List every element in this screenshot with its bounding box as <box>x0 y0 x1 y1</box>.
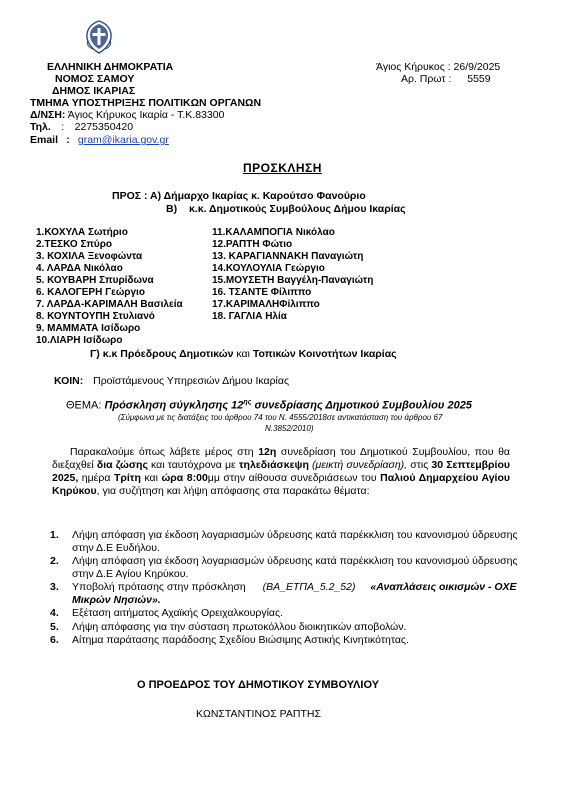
list-item: 2.ΤΕΣΚΟ Σπύρο <box>36 239 113 250</box>
agenda-item <box>50 581 520 606</box>
header-republic: ΕΛΛΗΝΙΚΗ ΔΗΜΟΚΡΑΤΙΑ <box>47 61 174 73</box>
body-text: στην αίθουσα συνεδριάσεων του <box>223 472 377 484</box>
date-line: Άγιος Κήρυκος : 26/9/2025 <box>376 61 501 73</box>
list-item: 9. ΜΑΜΜΑΤΑ Ισίδωρο <box>36 323 141 334</box>
agenda-item <box>50 607 520 620</box>
subject-pre: Πρόσκληση σύγκλησης 12 <box>104 399 244 412</box>
agenda-text: Υποβολή πρότασης στην πρόσκληση <box>72 581 246 593</box>
agenda-program-title: «Αναπλάσεις οικισμών - ΟΧΕ Μικρών Νησιών». <box>72 581 517 606</box>
greek-emblem-icon <box>84 20 114 54</box>
signature-role: Ο ΠΡΟΕΔΡΟΣ ΤΟΥ ΔΗΜΟΤΙΚΟΥ ΣΥΜΒΟΥΛΙΟΥ <box>137 679 380 691</box>
list-item: 1.ΚΟΧΥΛΑ Σωτήριο <box>36 227 128 238</box>
recipient-c-text: Τοπικών Κοινοτήτων Ικαρίας <box>252 348 397 360</box>
agenda-text: Εξέταση αιτήματος Αχαϊκής Ορειχαλκουργίας. <box>72 607 283 619</box>
agenda-text: Αίτημα παράτασης παράδοσης Σχεδίου Βιώσιμης Αστικής Κινητικότητας. <box>72 634 409 646</box>
agenda-number: 3. <box>50 581 59 593</box>
subject-label: ΘΕΜΑ: <box>66 399 102 412</box>
list-item: 18. ΓΑΓΛΙΑ Ηλία <box>212 311 287 322</box>
email-link[interactable]: gram@ikaria.gov.gr <box>77 134 169 146</box>
list-item: 6. ΚΑΛΟΓΕΡΗ Γεώργιο <box>36 287 145 298</box>
agenda-list <box>50 529 520 648</box>
list-item: 11.ΚΑΛΑΜΠΟΓΙΑ Νικόλαο <box>212 227 335 238</box>
list-item: 10.ΛΙΑΡΗ Ισίδωρο <box>36 335 123 346</box>
recipient-c-and: και <box>236 348 250 360</box>
body-text: , για συζήτηση και λήψη απόφασης στα παρακάτω θέματα: <box>96 485 370 497</box>
subject-sup: ης <box>243 399 252 406</box>
recipient-c <box>90 348 397 360</box>
agenda-code: (ΒΑ_ΕΤΠΑ_5.2_52) <box>262 581 356 593</box>
agenda-text: Λήψη απόφασης για την σύσταση πρωτοκόλλου διοικητικών αποβολών. <box>72 620 407 633</box>
agenda-number: 2. <box>50 555 59 567</box>
body-text: μμ <box>207 472 220 484</box>
protocol-label: Αρ. Πρωτ : <box>401 73 452 85</box>
body-venue: Παλιού Δημαρχείου Αγίου Κηρύκου <box>52 472 510 497</box>
cc-line <box>54 375 289 387</box>
protocol-value: 5559 <box>467 73 491 85</box>
to-label: ΠΡΟΣ : <box>112 190 148 202</box>
subject-line <box>66 399 472 412</box>
subject-note-1: (Σύμφωνα με τις διατάξεις του άρθρου 74 του Ν. 4555/2018σε αντικατάσταση του άρθρου 67 <box>118 413 443 422</box>
cc-text: Προϊστάμενους Υπηρεσιών Δήμου Ικαρίας <box>93 375 290 387</box>
body-text: και ταυτόχρονα με <box>151 459 236 471</box>
body-text: και <box>144 472 158 484</box>
phone-label: Τηλ. <box>30 121 51 133</box>
list-item: 5. ΚΟΥΒΑΡΗ Σπυρίδωνα <box>36 275 154 286</box>
body-time: ώρα 8:00 <box>161 472 208 484</box>
recipient-a <box>112 190 366 202</box>
councillor-list-left <box>36 227 183 347</box>
agenda-text: Λήψη απόφαση για έκδοση λογαριασμών ύδρευσης κατά παρέκκλιση του κανονισμού ύδρευσης στην Δ.Ε Ευδήλου. <box>72 529 518 554</box>
list-item: 13. ΚΑΡΑΓΙΑΝΝΑΚΗ Παναγιώτη <box>212 251 364 262</box>
body-text: ημέρα <box>81 472 111 484</box>
subject-note-2: Ν.3852/2010) <box>265 424 314 433</box>
address-label: Δ/ΝΣΗ: <box>30 109 66 121</box>
list-item: 16. ΤΣΑΝΤΕ Φίλιππο <box>212 287 312 298</box>
email-separator: : <box>66 134 70 146</box>
body-day: Τρίτη <box>113 472 141 484</box>
phone-value: 2275350420 <box>74 121 134 133</box>
recipient-b-label: Β) <box>166 203 178 215</box>
body-text: συνεδρίαση του Δημοτικού Συμβουλίου, που θα διεξαχθεί <box>52 446 511 471</box>
email-label: Email <box>30 134 59 146</box>
header-municipality: ΔΗΜΟΣ ΙΚΑΡΙΑΣ <box>52 85 136 97</box>
list-item: 17.ΚΑΡΙΜΑΛΗΦίλιππο <box>212 299 320 310</box>
header-prefecture: ΝΟΜΟΣ ΣΑΜΟΥ <box>55 73 135 85</box>
body-in-person: δια ζώσης <box>96 459 148 471</box>
header-phone <box>30 121 133 133</box>
agenda-number: 6. <box>50 634 59 646</box>
header-email <box>30 134 169 146</box>
list-item: 4. ΛΑΡΔΑ Νικόλαο <box>36 263 123 274</box>
list-item: 3. ΚΟΧΙΛΑ Ξενοφώντα <box>36 251 143 262</box>
body-paragraph <box>52 446 510 498</box>
agenda-number: 4. <box>50 607 59 619</box>
body-teleconference: τηλεδιάσκεψη <box>238 459 309 471</box>
councillor-list-right <box>212 227 373 323</box>
protocol-line <box>401 73 491 85</box>
body-text: Παρακαλούμε όπως λάβετε μέρος στη <box>70 446 254 458</box>
recipient-b <box>166 203 406 215</box>
cc-label: ΚΟΙΝ: <box>54 375 84 387</box>
list-item: 14.ΚΟΥΛΟΥΛΙΑ Γεώργιο <box>212 263 325 274</box>
recipient-a-label: Α) <box>150 190 162 202</box>
phone-separator: : <box>61 121 65 133</box>
agenda-item <box>50 621 520 634</box>
body-text: στις <box>410 459 429 471</box>
agenda-item <box>50 634 520 647</box>
header-address <box>30 109 224 121</box>
page-title: ΠΡΟΣΚΛΗΣΗ <box>243 161 322 175</box>
list-item: 7. ΛΑΡΔΑ-ΚΑΡΙΜΑΛΗ Βασιλεία <box>36 299 183 310</box>
recipient-b-text: κ.κ. Δημοτικούς Συμβούλους Δήμου Ικαρίας <box>188 203 406 215</box>
list-item: 12.ΡΑΠΤΗ Φώτιο <box>212 239 293 250</box>
agenda-item <box>50 529 520 554</box>
list-item: 8. ΚΟΥΝΤΟΥΠΗ Στυλιανό <box>36 311 155 322</box>
subject-post: συνεδρίασης Δημοτικού Συμβουλίου 2025 <box>254 399 472 412</box>
agenda-text: Λήψη απόφαση για έκδοση λογαριασμών ύδρευσης κατά παρέκκλιση του κανονισμού ύδρευσης στην Δ.Ε Αγίου Κηρύκου. <box>72 555 518 580</box>
body-mixed-session: (μεικτή συνεδρίαση), <box>312 459 408 471</box>
agenda-number: 1. <box>50 529 59 541</box>
recipient-c-label: Γ) κ.κ Πρόεδρους Δημοτικών <box>90 348 234 360</box>
body-meeting-number: 12η <box>258 446 277 458</box>
agenda-number: 5. <box>50 620 59 633</box>
address-value: Άγιος Κήρυκος Ικαρία - Τ.Κ.83300 <box>67 109 225 121</box>
body-date: 30 Σεπτεμβρίου 2025, <box>52 459 510 484</box>
signature-name: ΚΩΝΣΤΑΝΤΙΝΟΣ ΡΑΠΤΗΣ <box>196 708 321 720</box>
header-department: ΤΜΗΜΑ ΥΠΟΣΤΗΡΙΞΗΣ ΠΟΛΙΤΙΚΩΝ ΟΡΓΑΝΩΝ <box>30 97 262 109</box>
list-item: 15.ΜΟΥΣΕΤΗ Βαγγέλη-Παναγιώτη <box>212 275 374 286</box>
agenda-item <box>50 555 520 580</box>
recipient-a-text: Δήμαρχο Ικαρίας κ. Καρούτσο Φανούριο <box>163 190 366 202</box>
